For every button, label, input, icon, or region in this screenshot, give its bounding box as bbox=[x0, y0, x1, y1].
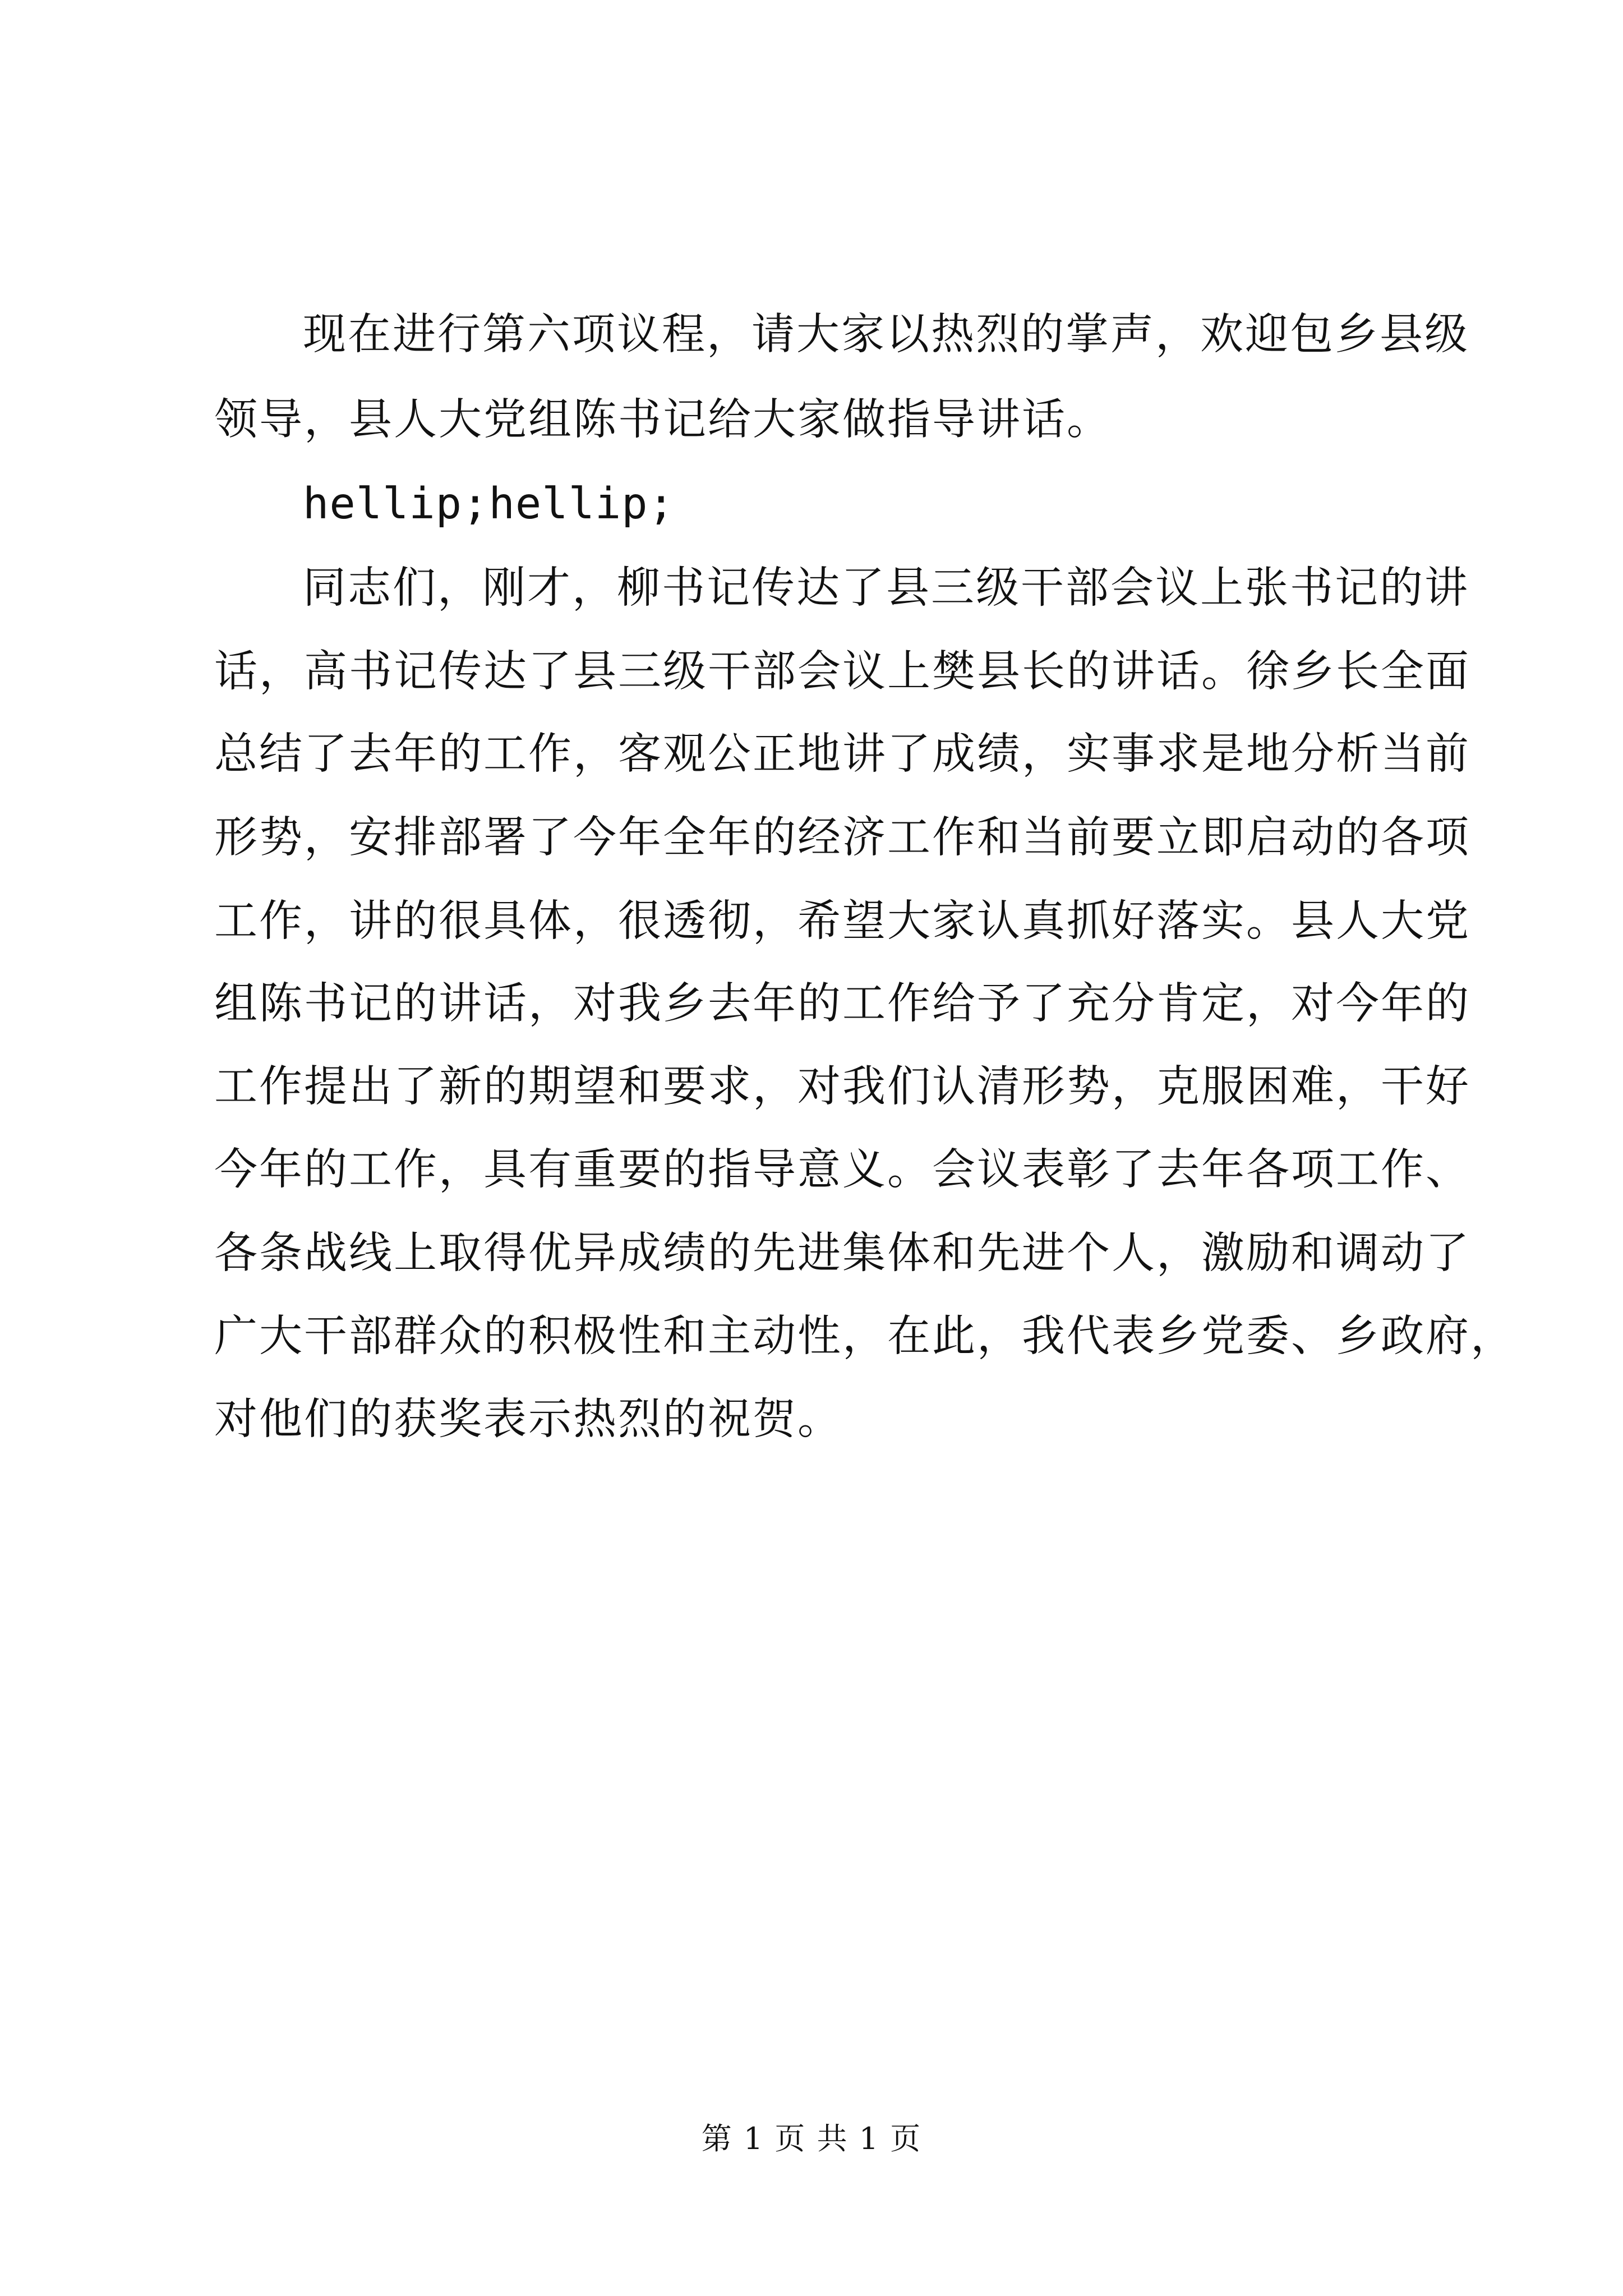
paragraph-1-line-1: 现在进行第六项议程，请大家以热烈的掌声，欢迎包乡县级 bbox=[303, 310, 1469, 360]
paragraph-3-line-6: 组陈书记的讲话，对我乡去年的工作给予了充分肯定，对今年的 bbox=[214, 979, 1470, 1029]
paragraph-3-line-2: 话，高书记传达了县三级干部会议上樊县长的讲话。徐乡长全面 bbox=[214, 647, 1470, 697]
paragraph-3-line-9: 各条战线上取得优异成绩的先进集体和先进个人，激励和调动了 bbox=[214, 1228, 1470, 1278]
paragraph-3-line-4: 形势，安排部署了今年全年的经济工作和当前要立即启动的各项 bbox=[214, 813, 1470, 863]
page-number-footer: 第 1 页 共 1 页 bbox=[701, 2121, 922, 2156]
paragraph-3-line-7: 工作提出了新的期望和要求，对我们认清形势，克服困难，干好 bbox=[214, 1062, 1470, 1112]
paragraph-3-line-11: 对他们的获奖表示热烈的祝贺。 bbox=[214, 1395, 842, 1444]
paragraph-3-line-8: 今年的工作，具有重要的指导意义。会议表彰了去年各项工作、 bbox=[214, 1145, 1470, 1195]
paragraph-3-line-5: 工作，讲的很具体，很透彻，希望大家认真抓好落实。县人大党 bbox=[214, 896, 1470, 946]
paragraph-3-line-3: 总结了去年的工作，客观公正地讲了成绩，实事求是地分析当前 bbox=[214, 729, 1470, 779]
paragraph-2-line-1: hellip;hellip; bbox=[303, 479, 675, 529]
paragraph-3-line-10: 广大干部群众的积极性和主动性，在此，我代表乡党委、乡政府， bbox=[214, 1312, 1515, 1361]
paragraph-1-line-2: 领导，县人大党组陈书记给大家做指导讲话。 bbox=[214, 395, 1112, 445]
paragraph-3-line-1: 同志们，刚才，柳书记传达了县三级干部会议上张书记的讲 bbox=[303, 563, 1469, 613]
